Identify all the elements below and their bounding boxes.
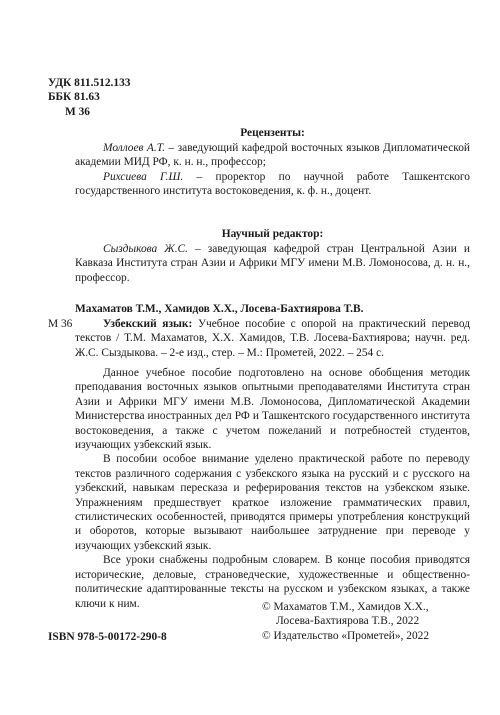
citation-body: Учебное пособие с опорой на практический перевод текстов / Т.М. Махаматов, Х.Х. Хамидов, Т.В. Лосева-Бахтиярова; научн. ред. Ж.С. Сыздыкова. – 2-е изд., стер. – М.: Прометей, 2022. – 254 с. bbox=[75, 318, 470, 359]
reviewers-list bbox=[75, 141, 470, 199]
abstract-paragraph: Данное учебное пособие подготовлено на основе обобщения методик преподавания восточных языков опытными преподавателями Института стран Азии и Африки МГУ имени М.В. Ломоносова, Дипломатической Академии Министерства иностранных дел РФ и Ташкентского государственного института востоковедения, а также с учетом пожеланий и потребностей студентов, изучающих узбекский язык. bbox=[75, 367, 470, 452]
reviewer-text: – проректор по научной работе Ташкентского государственного института востоковедения, к. ф. н., доцент. bbox=[75, 170, 470, 198]
udk-code: УДК 811.512.133 bbox=[48, 77, 131, 89]
abstract-paragraph: Все уроки снабжены подробным словарем. В конце пособия приводятся исторические, деловые, страноведческие, художественные и общественно-политические адаптированные тексты на русском и узбекском языках, а также ключи к ним. bbox=[75, 554, 470, 610]
abstract bbox=[75, 366, 470, 611]
citation-authors: Махаматов Т.М., Хамидов Х.Х., Лосева-Бахтиярова Т.В. bbox=[75, 303, 364, 315]
classification-block bbox=[48, 76, 208, 119]
copyright-block bbox=[262, 600, 477, 643]
reviewer-text: – заведующий кафедрой восточных языков Дипломатической академии МИД РФ, к. н. н., профессор; bbox=[75, 142, 471, 169]
author-mark: М 36 bbox=[65, 105, 90, 118]
editor-text: – заведующая кафедрой стран Центральной Азии и Кавказа Института стран Азии и Африки МГУ имени М.В. Ломоносова, д. н. н., профессор. bbox=[75, 243, 470, 284]
reviewers-heading: Рецензенты: bbox=[240, 127, 305, 139]
editor-name: Сыздыкова Ж.С. bbox=[103, 243, 189, 255]
editor-heading: Научный редактор: bbox=[221, 228, 324, 240]
reviewer-entry bbox=[75, 170, 470, 199]
reviewer-name: Моллоев А.Т. bbox=[103, 142, 166, 154]
editor-block bbox=[75, 242, 470, 285]
copyright-publisher: © Издательство «Прометей», 2022 bbox=[262, 629, 430, 642]
reviewer-name: Рихсиева Г.Ш. bbox=[103, 170, 184, 183]
citation-title: Узбекский язык: bbox=[103, 318, 193, 330]
citation-text bbox=[75, 317, 470, 360]
bbk-code: ББК 81.63 bbox=[48, 91, 100, 104]
reviewer-entry bbox=[75, 141, 470, 170]
editor-entry bbox=[75, 242, 470, 285]
abstract-paragraph: В пособии особое внимание уделено практической работе по переводу текстов различного содержания с узбекского языка на русский и с русского на узбекский, навыкам пересказа и реферирования текстов на узбекском языке. Упражнениям предшествует краткое изложение грамматических правил, стилистических особенностей, приводятся примеры употребления конструкций и оборотов, которые вызывают наибольшее затруднение при переводе у изучающих узбекский язык. bbox=[75, 453, 470, 552]
copyright-authors-cont: Лосева-Бахтиярова Т.В., 2022 bbox=[276, 615, 420, 628]
citation-block bbox=[75, 317, 470, 360]
margin-code: М 36 bbox=[48, 318, 73, 330]
isbn: ISBN 978-5-00172-290-8 bbox=[48, 631, 167, 643]
copyright-authors: © Махаматов Т.М., Хамидов Х.Х., bbox=[262, 601, 429, 613]
